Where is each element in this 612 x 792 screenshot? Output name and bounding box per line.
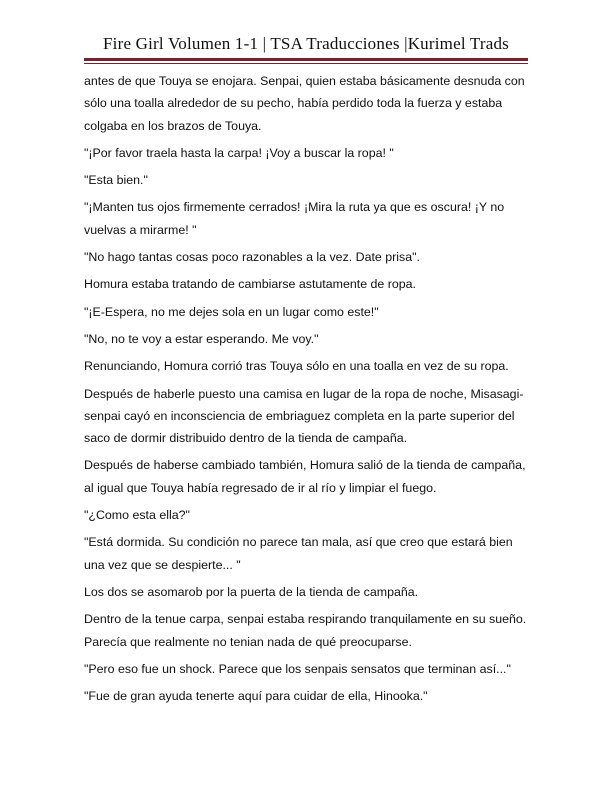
paragraph: antes de que Touya se enojara. Senpai, quien estaba básicamente desnuda con sólo una toalla alrededor de su pecho, había perdido toda la fuerza y estaba colgaba en los brazos de Touya. xyxy=(84,74,525,133)
paragraph: "Está dormida. Su condición no parece tan mala, así que creo que estará bien una vez que se despierte... " xyxy=(84,535,513,572)
paragraph: "No, no te voy a estar esperando. Me voy." xyxy=(84,331,319,346)
paragraph: Homura estaba tratando de cambiarse astutamente de ropa. xyxy=(84,277,416,292)
paragraph: "¡Por favor traela hasta la carpa! ¡Voy a buscar la ropa! " xyxy=(84,145,394,160)
paragraph: Dentro de la tenue carpa, senpai estaba respirando tranquilamente en su sueño. Parecía que realmente no tenian nada de qué preocuparse. xyxy=(84,612,527,649)
paragraph: Después de haberse cambiado también, Homura salió de la tienda de campaña, al igual que Touya había regresado de ir al río y limpiar el fuego. xyxy=(84,458,526,495)
paragraph: Después de haberle puesto una camisa en lugar de la ropa de noche, Misasagi-senpai cayó en inconsciencia de embriaguez completa en la parte superior del saco de dormir distribuido dentro de la tienda de campaña. xyxy=(84,386,524,446)
paragraph: Renunciando, Homura corrió tras Touya sólo en una toalla en vez de su ropa. xyxy=(84,359,509,374)
header-rule-thin xyxy=(84,63,528,64)
header-rule-thick xyxy=(84,58,528,61)
paragraph: "¿Como esta ella?" xyxy=(84,508,190,523)
paragraph: "¡Manten tus ojos firmemente cerrados! ¡Mira la ruta ya que es oscura! ¡Y no vuelvas a mirarme! " xyxy=(84,200,505,237)
paragraph: "¡E-Espera, no me dejes sola en un lugar como este!" xyxy=(84,304,379,319)
page-header: Fire Girl Volumen 1-1 | TSA Traducciones |Kurimel Trads xyxy=(103,34,509,53)
paragraph: "Esta bien." xyxy=(84,173,148,188)
paragraph: "No hago tantas cosas poco razonables a la vez. Date prisa". xyxy=(84,250,420,265)
document-body xyxy=(84,70,528,712)
paragraph: Los dos se asomarob por la puerta de la tienda de campaña. xyxy=(84,584,419,599)
paragraph: "Pero eso fue un shock. Parece que los senpais sensatos que terminan así..." xyxy=(84,661,511,676)
paragraph: "Fue de gran ayuda tenerte aquí para cuidar de ella, Hinooka." xyxy=(84,689,428,704)
